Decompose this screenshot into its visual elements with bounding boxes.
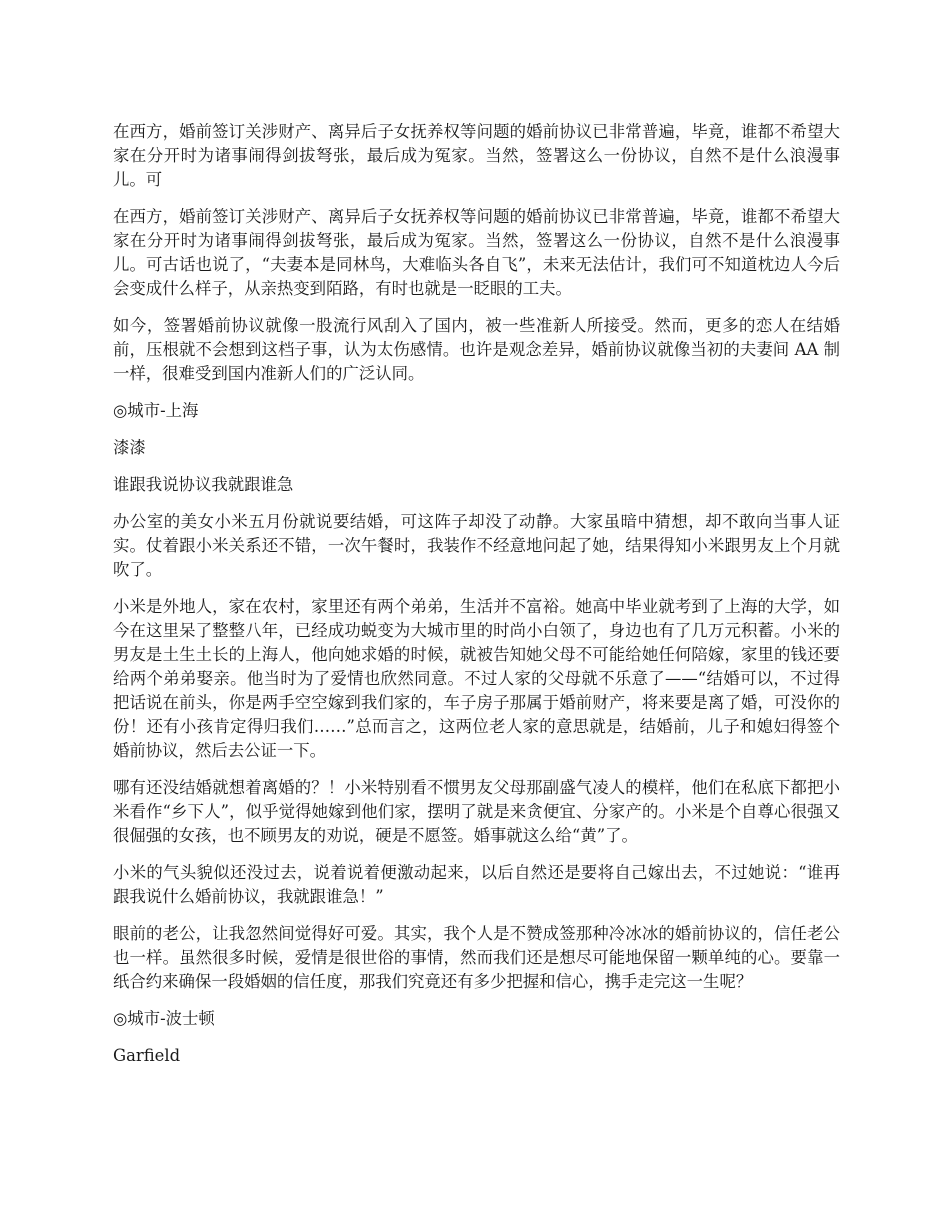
paragraph-xiaomi-refusal: 哪有还没结婚就想着离婚的？！小米特别看不惯男友父母那副盛气凌人的模样，他们在私底下都把小米看作“乡下人”，似乎觉得她嫁到他们家，摆明了就是来贪便宜、分家产的。小米是个自尊心很强又很倔强的女孩，也不顾男友的劝说，硬是不愿签。婚事就这么给“黄”了。 bbox=[113, 778, 840, 845]
city-heading-shanghai: ◎城市-上海 bbox=[113, 401, 199, 420]
paragraph-intro-truncated: 在西方，婚前签订关涉财产、离异后子女抚养权等问题的婚前协议已非常普遍，毕竟，谁都不希望大家在分开时为诸事闹得剑拔弩张，最后成为冤家。当然，签署这么一份协议，自然不是什么浪漫事儿。可 bbox=[113, 122, 840, 189]
author-name-garfield: Garfield bbox=[113, 1046, 181, 1065]
paragraph-author-opinion: 眼前的老公，让我忽然间觉得好可爱。其实，我个人是不赞成签那种冷冰冰的婚前协议的，信任老公也一样。虽然很多时候，爱情是很世俗的事情，然而我们还是想尽可能地保留一颗单纯的心。要靠一纸合约来确保一段婚姻的信任度，那我们究竟还有多少把握和信心，携手走完这一生呢？ bbox=[113, 924, 840, 991]
document-body bbox=[113, 120, 840, 1081]
paragraph-xiaomi-quote: 小米的气头貌似还没过去，说着说着便激动起来，以后自然还是要将自己嫁出去，不过她说：“谁再跟我说什么婚前协议，我就跟谁急！” bbox=[113, 863, 840, 906]
paragraph-xiaomi-background: 小米是外地人，家在农村，家里还有两个弟弟，生活并不富裕。她高中毕业就考到了上海的大学，如今在这里呆了整整八年，已经成功蜕变为大城市里的时尚小白领了，身边也有了几万元积蓄。小米的男友是土生土长的上海人，他向她求婚的时候，就被告知她父母不可能给她任何陪嫁，家里的钱还要给两个弟弟娶亲。他当时为了爱情也欣然同意。不过人家的父母就不乐意了——“结婚可以，不过得把话说在前头，你是两手空空嫁到我们家的，车子房子那属于婚前财产，将来要是离了婚，可没你的份！还有小孩肯定得归我们……”总而言之，这两位老人家的意思就是，结婚前，儿子和媳妇得签个婚前协议，然后去公证一下。 bbox=[113, 597, 840, 760]
paragraph-xiaomi-intro: 办公室的美女小米五月份就说要结婚，可这阵子却没了动静。大家虽暗中猜想，却不敢向当事人证实。仗着跟小米关系还不错，一次午餐时，我装作不经意地问起了她，结果得知小米跟男友上个月就吹了。 bbox=[113, 512, 840, 579]
author-name-qiqi: 漆漆 bbox=[113, 438, 146, 457]
section-title: 谁跟我说协议我就跟谁急 bbox=[113, 475, 294, 494]
paragraph-domestic-trend: 如今，签署婚前协议就像一股流行风刮入了国内，被一些准新人所接受。然而，更多的恋人在结婚前，压根就不会想到这档子事，认为太伤感情。也许是观念差异，婚前协议就像当初的夫妻间 AA 制一样，很难受到国内准新人们的广泛认同。 bbox=[113, 316, 840, 383]
city-heading-boston: ◎城市-波士顿 bbox=[113, 1009, 215, 1028]
paragraph-intro-full: 在西方，婚前签订关涉财产、离异后子女抚养权等问题的婚前协议已非常普遍，毕竟，谁都不希望大家在分开时为诸事闹得剑拔弩张，最后成为冤家。当然，签署这么一份协议，自然不是什么浪漫事儿。可古话也说了，“夫妻本是同林鸟，大难临头各自飞”，未来无法估计，我们可不知道枕边人今后会变成什么样子，从亲热变到陌路，有时也就是一眨眼的工夫。 bbox=[113, 207, 840, 298]
